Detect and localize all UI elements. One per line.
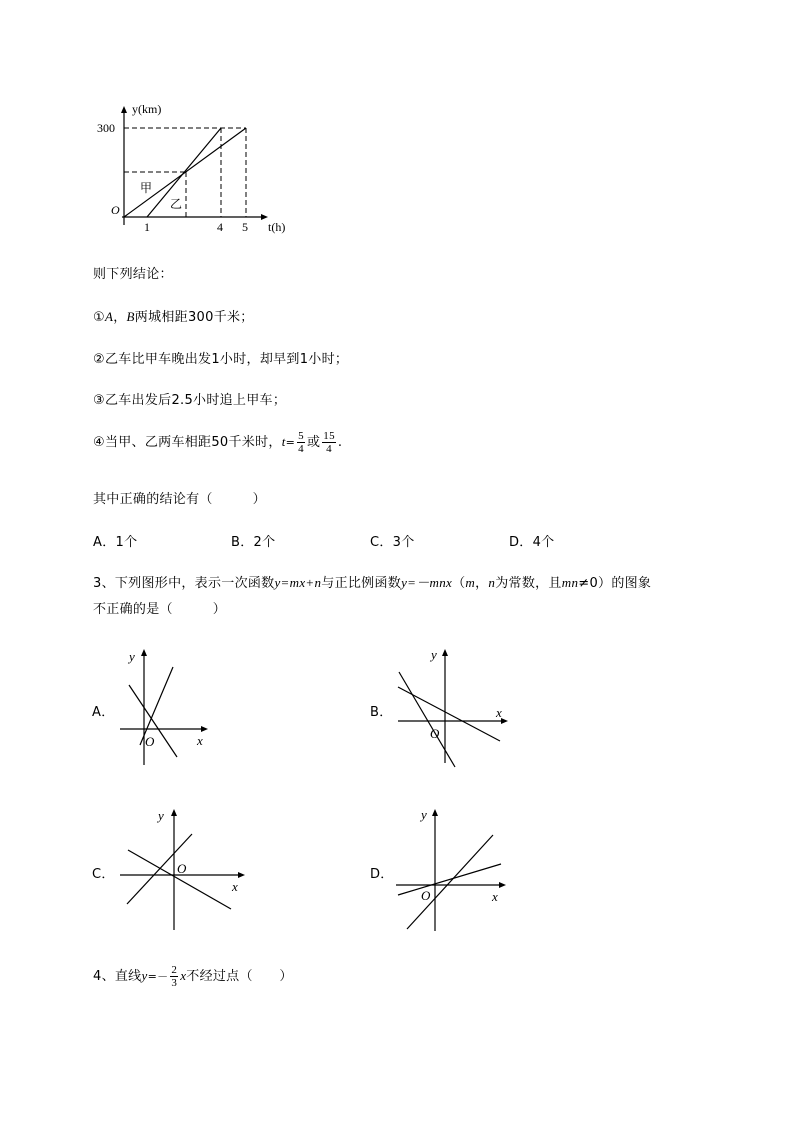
q3-text-a: 3、下列图形中，表示一次函数 (93, 576, 275, 591)
graph-a-label: A． (92, 705, 115, 720)
option-c: C．3个 (370, 535, 415, 550)
x-label: x (232, 879, 238, 894)
point-a: A (104, 309, 114, 324)
q4-rest: 不经过点（ ） (186, 969, 293, 984)
or-word: 或 (306, 435, 321, 450)
x-axis-arrow (201, 726, 208, 732)
var-y: y (141, 968, 148, 983)
formula-proportional: y=－mnx (401, 575, 453, 590)
q3-text-e: 为常数，且 (495, 576, 562, 591)
y-label: y (158, 808, 164, 823)
fraction-numerator: 2 (171, 964, 178, 976)
statement-1-comma: ， (113, 310, 127, 325)
line-2 (407, 835, 493, 929)
label-jia: 甲 (140, 181, 153, 195)
y-tick-300: 300 (97, 121, 115, 135)
formula-linear: y=mx+n (274, 575, 322, 590)
q3-line2: 不正确的是（ ） (93, 602, 227, 617)
option-b: B．2个 (231, 535, 276, 550)
x-tick-4: 4 (217, 220, 223, 234)
x-axis-arrow (501, 718, 508, 724)
q4-eq: =－ (147, 970, 169, 983)
graph-d-label: D． (370, 867, 394, 882)
statement-3: ③乙车出发后2.5小时追上甲车； (93, 393, 287, 408)
q3-text-d: ， (475, 576, 489, 591)
statement-4-text: ④当甲、乙两车相距50千米时， (93, 435, 282, 450)
point-b: B (126, 309, 135, 324)
origin-label: O (421, 888, 431, 903)
option-a: A．1个 (93, 535, 138, 550)
line-1 (399, 672, 455, 767)
fraction-denominator: 4 (298, 443, 304, 455)
y-axis-arrow (171, 809, 177, 816)
q2-question: 其中正确的结论有（ ） (93, 492, 266, 507)
var-m: m (465, 575, 476, 590)
statement-2: ②乙车比甲车晚出发1小时，却早到1小时； (93, 352, 349, 367)
q3-text-c: （ (452, 576, 466, 591)
graph-c-label: C． (92, 867, 115, 882)
q2-intro: 则下列结论： (93, 267, 173, 282)
y-axis-label: y(km) (132, 102, 162, 116)
statement-1-prefix: ① (93, 310, 105, 325)
equals: = (285, 436, 296, 449)
y-label: y (431, 647, 437, 662)
fraction-denominator: 4 (326, 443, 332, 455)
fraction-denominator: 3 (171, 977, 178, 989)
graph-d (393, 805, 508, 935)
q3-text-f: ≠0）的图象 (578, 576, 652, 591)
line-1 (398, 864, 501, 895)
origin-label: O (111, 203, 120, 217)
var-x: x (180, 968, 187, 983)
t-axis-arrow (261, 214, 268, 220)
y-axis-arrow (442, 649, 448, 656)
statement-1-rest: 两城相距300千米； (134, 310, 254, 325)
var-n: n (488, 575, 496, 590)
origin-label: O (177, 861, 187, 876)
graph-b (390, 645, 515, 770)
x-axis-arrow (499, 882, 506, 888)
q3-text-b: 与正比例函数 (321, 576, 402, 591)
q4-line (93, 964, 293, 989)
fraction-5-4 (297, 430, 305, 455)
y-label: y (129, 649, 135, 664)
q3-line1 (93, 572, 651, 591)
option-d: D．4个 (509, 535, 555, 550)
fraction-15-4 (322, 430, 336, 455)
x-tick-1: 1 (144, 220, 150, 234)
line-2 (398, 687, 500, 741)
distance-time-graph (97, 95, 300, 240)
line-1 (128, 850, 231, 909)
y-axis-arrow (141, 649, 147, 656)
y-axis-arrow (121, 106, 127, 113)
t-axis-label: t(h) (268, 220, 286, 234)
label-yi: 乙 (170, 197, 183, 211)
fraction-numerator: 15 (323, 430, 335, 442)
fraction-2-3 (170, 964, 178, 989)
x-axis-arrow (238, 872, 245, 878)
origin-label: O (430, 726, 440, 741)
period: . (337, 435, 343, 450)
x-tick-5: 5 (242, 220, 248, 234)
graph-b-label: B． (370, 705, 393, 720)
x-label: x (496, 705, 502, 720)
x-label: x (492, 889, 498, 904)
origin-label: O (145, 734, 155, 749)
graph-c (115, 805, 250, 935)
y-axis-arrow (432, 809, 438, 816)
graph-a (115, 645, 215, 770)
y-label: y (421, 807, 427, 822)
statement-4 (93, 430, 342, 455)
q4-prefix: 4、直线 (93, 969, 142, 984)
var-t: t (281, 434, 286, 449)
statement-1 (93, 306, 254, 325)
var-mn: mn (561, 575, 579, 590)
x-label: x (197, 733, 203, 748)
fraction-numerator: 5 (298, 430, 304, 442)
